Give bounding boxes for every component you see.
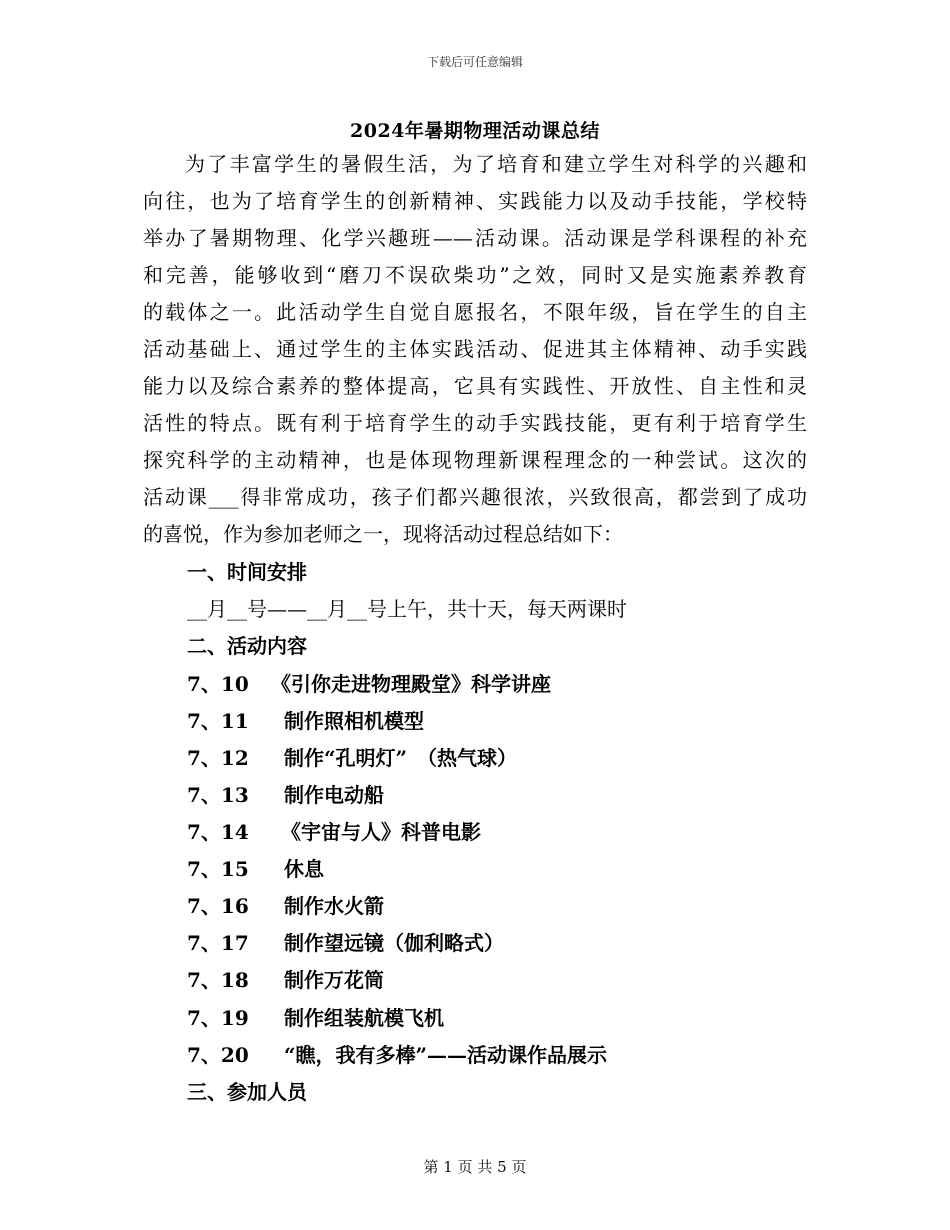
intro-line: 为了丰富学生的暑假生活，为了培育和建立学生对科学的兴趣和	[185, 152, 807, 176]
schedule-date: 7、19	[187, 1006, 249, 1030]
section-heading-content: 二、活动内容	[187, 634, 307, 658]
schedule-date: 7、13	[187, 783, 249, 807]
schedule-date: 7、20	[187, 1043, 249, 1067]
intro-line: 的喜悦，作为参加老师之一，现将活动过程总结如下：	[143, 522, 623, 546]
section-heading-time: 一、时间安排	[187, 560, 307, 584]
schedule-date: 7、11	[187, 709, 249, 733]
schedule-date: 7、18	[187, 968, 249, 992]
intro-line: 能力以及综合素养的整体提高，它具有实践性、开放性、自主性和灵	[143, 374, 807, 398]
schedule-item: 休息	[284, 857, 324, 881]
intro-line: 向往，也为了培育学生的创新精神、实践能力以及动手技能，学校特	[143, 189, 807, 213]
intro-line: 举办了暑期物理、化学兴趣班——活动课。活动课是学科课程的补充	[143, 226, 807, 250]
intro-line: 和完善，能够收到“磨刀不误砍柴功”之效，同时又是实施素养教育	[143, 263, 807, 287]
schedule-item: “瞧，我有多棒”——活动课作品展示	[284, 1043, 608, 1067]
header-note: 下载后可任意编辑	[426, 55, 523, 69]
intro-line: 探究科学的主动精神，也是体现物理新课程理念的一种尝试。这次的	[143, 448, 807, 472]
schedule-item: 《宇宙与人》科普电影	[281, 820, 481, 844]
schedule-date: 7、14	[187, 820, 249, 844]
document-title: 2024年暑期物理活动课总结	[350, 120, 600, 142]
intro-line: 活动基础上、通过学生的主体实践活动、促进其主体精神、动手实践	[143, 337, 807, 361]
schedule-date: 7、12	[187, 746, 249, 770]
intro-line: 活动课___得非常成功，孩子们都兴趣很浓，兴致很高，都尝到了成功	[143, 485, 807, 509]
section-heading-participants: 三、参加人员	[187, 1080, 307, 1104]
schedule-item: 制作水火箭	[284, 894, 384, 918]
schedule-date: 7、17	[187, 931, 249, 955]
schedule-item: 制作“孔明灯” （热气球）	[284, 746, 518, 770]
schedule-date: 7、16	[187, 894, 249, 918]
schedule-item: 制作组装航模飞机	[284, 1006, 444, 1030]
schedule-item: 制作万花筒	[284, 968, 384, 992]
schedule-date: 7、15	[187, 857, 249, 881]
schedule-item: 《引你走进物理殿堂》科学讲座	[271, 672, 551, 696]
intro-line: 活性的特点。既有利于培育学生的动手实践技能，更有利于培育学生	[143, 411, 807, 435]
time-schedule-text: __月__号——__月__号上午，共十天，每天两课时	[187, 597, 627, 621]
schedule-item: 制作望远镜（伽利略式）	[284, 931, 504, 955]
schedule-item: 制作电动船	[284, 783, 384, 807]
page-number-footer: 第 1 页 共 5 页	[423, 1158, 527, 1176]
schedule-date: 7、10	[187, 672, 249, 696]
schedule-item: 制作照相机模型	[284, 709, 424, 733]
intro-line: 的载体之一。此活动学生自觉自愿报名，不限年级，旨在学生的自主	[143, 300, 807, 324]
